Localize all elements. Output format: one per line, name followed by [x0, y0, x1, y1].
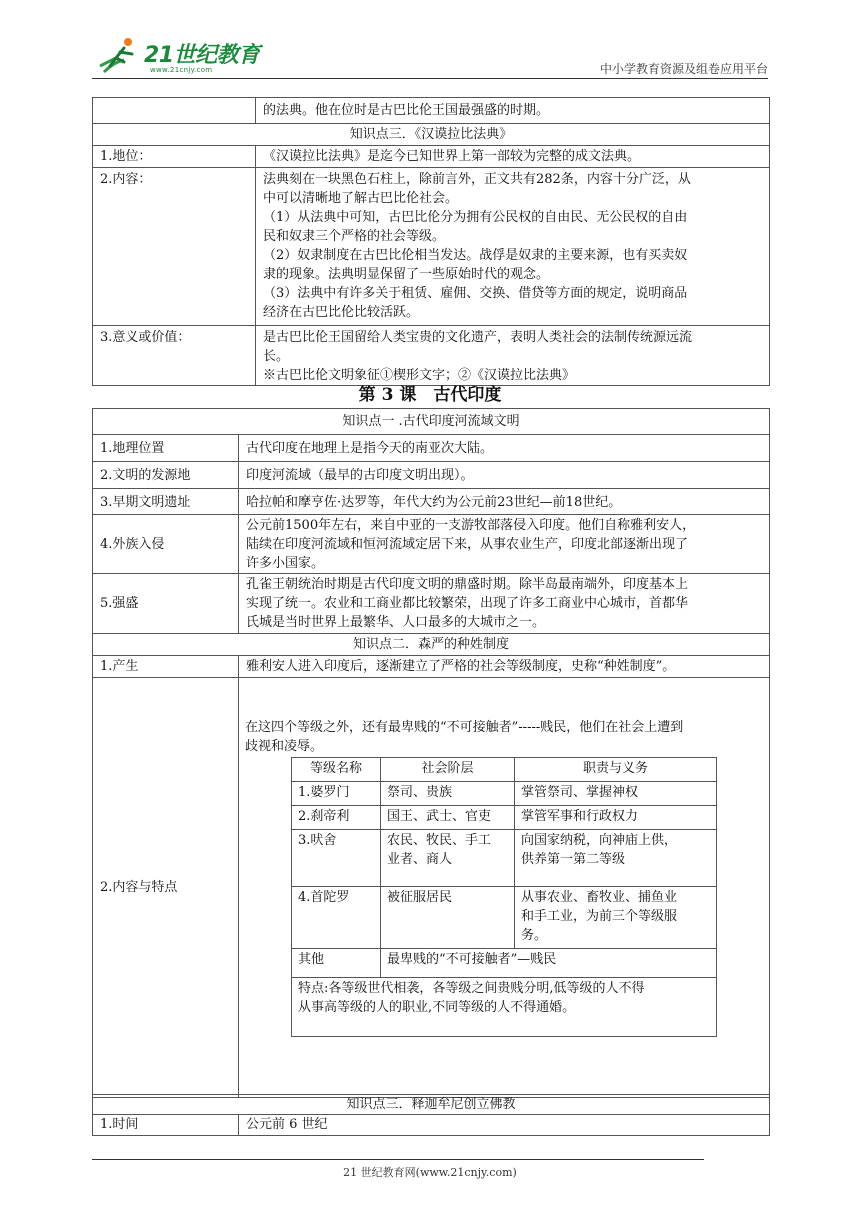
section-heading: 知识点三．《汉谟拉比法典》 [93, 124, 770, 146]
row-label: 1.地理位置 [93, 435, 239, 462]
hammurabi-table [92, 97, 770, 386]
table-row: 2.刹帝利 国王、武士、官吏 掌管军事和行政权力 [292, 806, 717, 830]
site-logo [94, 36, 264, 76]
buddhism-table [92, 1094, 770, 1136]
row-text: 是古巴比伦王国留给人类宝贵的文化遗产，表明人类社会的法制传统源远流 长。 ※古巴比伦文明象征①楔形文字；②《汉谟拉比法典》 [256, 326, 770, 386]
table-row [93, 326, 770, 386]
row-label: 2.内容： [93, 168, 256, 326]
column-header: 等级名称 [292, 758, 381, 782]
logo-url: www.21cnjy.com [150, 66, 213, 74]
row-label: 1.时间 [93, 1115, 239, 1136]
row-label: 1.产生 [93, 656, 239, 678]
row-text: 古代印度在地理上是指今天的南亚次大陆。 [239, 435, 770, 462]
row-label: 2.文明的发源地 [93, 462, 239, 489]
table-row [93, 98, 770, 124]
caste-traits: 特点:各等级世代相袭，各等级之间贵贱分明,低等级的人不得 从事高等级的人的职业,不同等级的人不得通婚。 [292, 978, 717, 1037]
row-label: 5.强盛 [93, 574, 239, 634]
table-row [93, 489, 770, 515]
table-row [93, 146, 770, 168]
row-text: 印度河流域（最早的古印度文明出现）。 [239, 462, 770, 489]
table-row [292, 758, 717, 782]
caste-table [291, 757, 717, 1037]
table-row [93, 409, 770, 435]
row-text: 公元前1500年左右，来自中亚的一支游牧部落侵入印度。他们自称雅利安人， 陆续在印度河流域和恒河流域定居下来，从事农业生产，印度北部逐渐出现了 许多小国家。 [239, 515, 770, 574]
row-label: 2.内容与特点 [93, 678, 239, 1098]
row-label: 3.早期文明遗址 [93, 489, 239, 515]
column-header: 社会阶层 [381, 758, 515, 782]
page-footer: 21 世纪教育网(www.21cnjy.com) [343, 1166, 517, 1179]
table-row [93, 168, 770, 326]
table-row [93, 462, 770, 489]
lesson-title: 第 3 课 古代印度 [358, 385, 502, 405]
table-row [292, 978, 717, 1037]
table-row: 1.婆罗门 祭司、贵族 掌管祭司、掌握神权 [292, 782, 717, 806]
table-row: 4.首陀罗 被征服居民 从事农业、畜牧业、捕鱼业 和手工业，为前三个等级服 务。 [292, 887, 717, 949]
logo-text: 21世纪教育 [144, 43, 260, 68]
row-text: 孔雀王朝统治时期是古代印度文明的鼎盛时期。除半岛最南端外，印度基本上 实现了统一。农业和工商业都比较繁荣，出现了许多工商业中心城市，首都华 氏城是当时世界上最繁华、人口最多的大城市之一。 [239, 574, 770, 634]
row-label: 4.外族入侵 [93, 515, 239, 574]
table-row [93, 574, 770, 634]
runner-logo-icon [94, 36, 142, 76]
section-heading: 知识点三．释迦牟尼创立佛教 [93, 1095, 770, 1115]
caste-intro: 在这四个等级之外，还有最卑贱的“不可接触者”-----贱民，他们在社会上遭到 歧视和凌辱。 [245, 720, 684, 754]
row-label: 3.意义或价值： [93, 326, 256, 386]
continued-text: 的法典。他在位时是古巴比伦王国最强盛的时期。 [256, 98, 770, 124]
footer-divider [92, 1159, 704, 1160]
row-text: 《汉谟拉比法典》是迄今已知世界上第一部较为完整的成文法典。 [256, 146, 770, 168]
section-heading: 知识点一 .古代印度河流域文明 [93, 409, 770, 435]
page-header [92, 28, 768, 80]
row-text: 公元前 6 世纪 [239, 1115, 770, 1136]
table-row [93, 634, 770, 656]
row-text: 哈拉帕和摩亨佐·达罗等，年代大约为公元前23世纪—前18世纪。 [239, 489, 770, 515]
table-row [93, 1115, 770, 1136]
row-label: 1.地位： [93, 146, 256, 168]
row-text: 法典刻在一块黑色石柱上，除前言外，正文共有282条，内容十分广泛，从 中可以清晰地了解古巴比伦社会。 （1）从法典中可知，古巴比伦分为拥有公民权的自由民、无公民权的自由 民和奴隶三个严格的社会等级。 （2）奴隶制度在古巴比伦相当发达。战俘是奴隶的主要来源，也有买卖奴 隶的现象。法典明显保留了一些原始时代的观念。 （3）法典中有许多关于租赁、雇佣、交换、借贷等方面的规定，说明商品 经济在古巴比伦比较活跃。 [256, 168, 770, 326]
table-row [93, 435, 770, 462]
table-row [93, 1095, 770, 1115]
row-text: 雅利安人进入印度后，逐渐建立了严格的社会等级制度，史称“种姓制度”。 [239, 656, 770, 678]
table-row [93, 656, 770, 678]
table-row: 3.吠舍 农民、牧民、手工 业者、商人 向国家纳税，向神庙上供， 供养第一第二等级 [292, 830, 717, 887]
platform-name: 中小学教育资源及组卷应用平台 [599, 62, 768, 76]
table-row [93, 515, 770, 574]
table-row: 其他 最卑贱的“不可接触者”—贱民 [292, 949, 717, 978]
column-header: 职责与义务 [515, 758, 717, 782]
section-heading: 知识点二．森严的种姓制度 [93, 634, 770, 656]
table-row [93, 124, 770, 146]
header-divider [92, 78, 768, 79]
